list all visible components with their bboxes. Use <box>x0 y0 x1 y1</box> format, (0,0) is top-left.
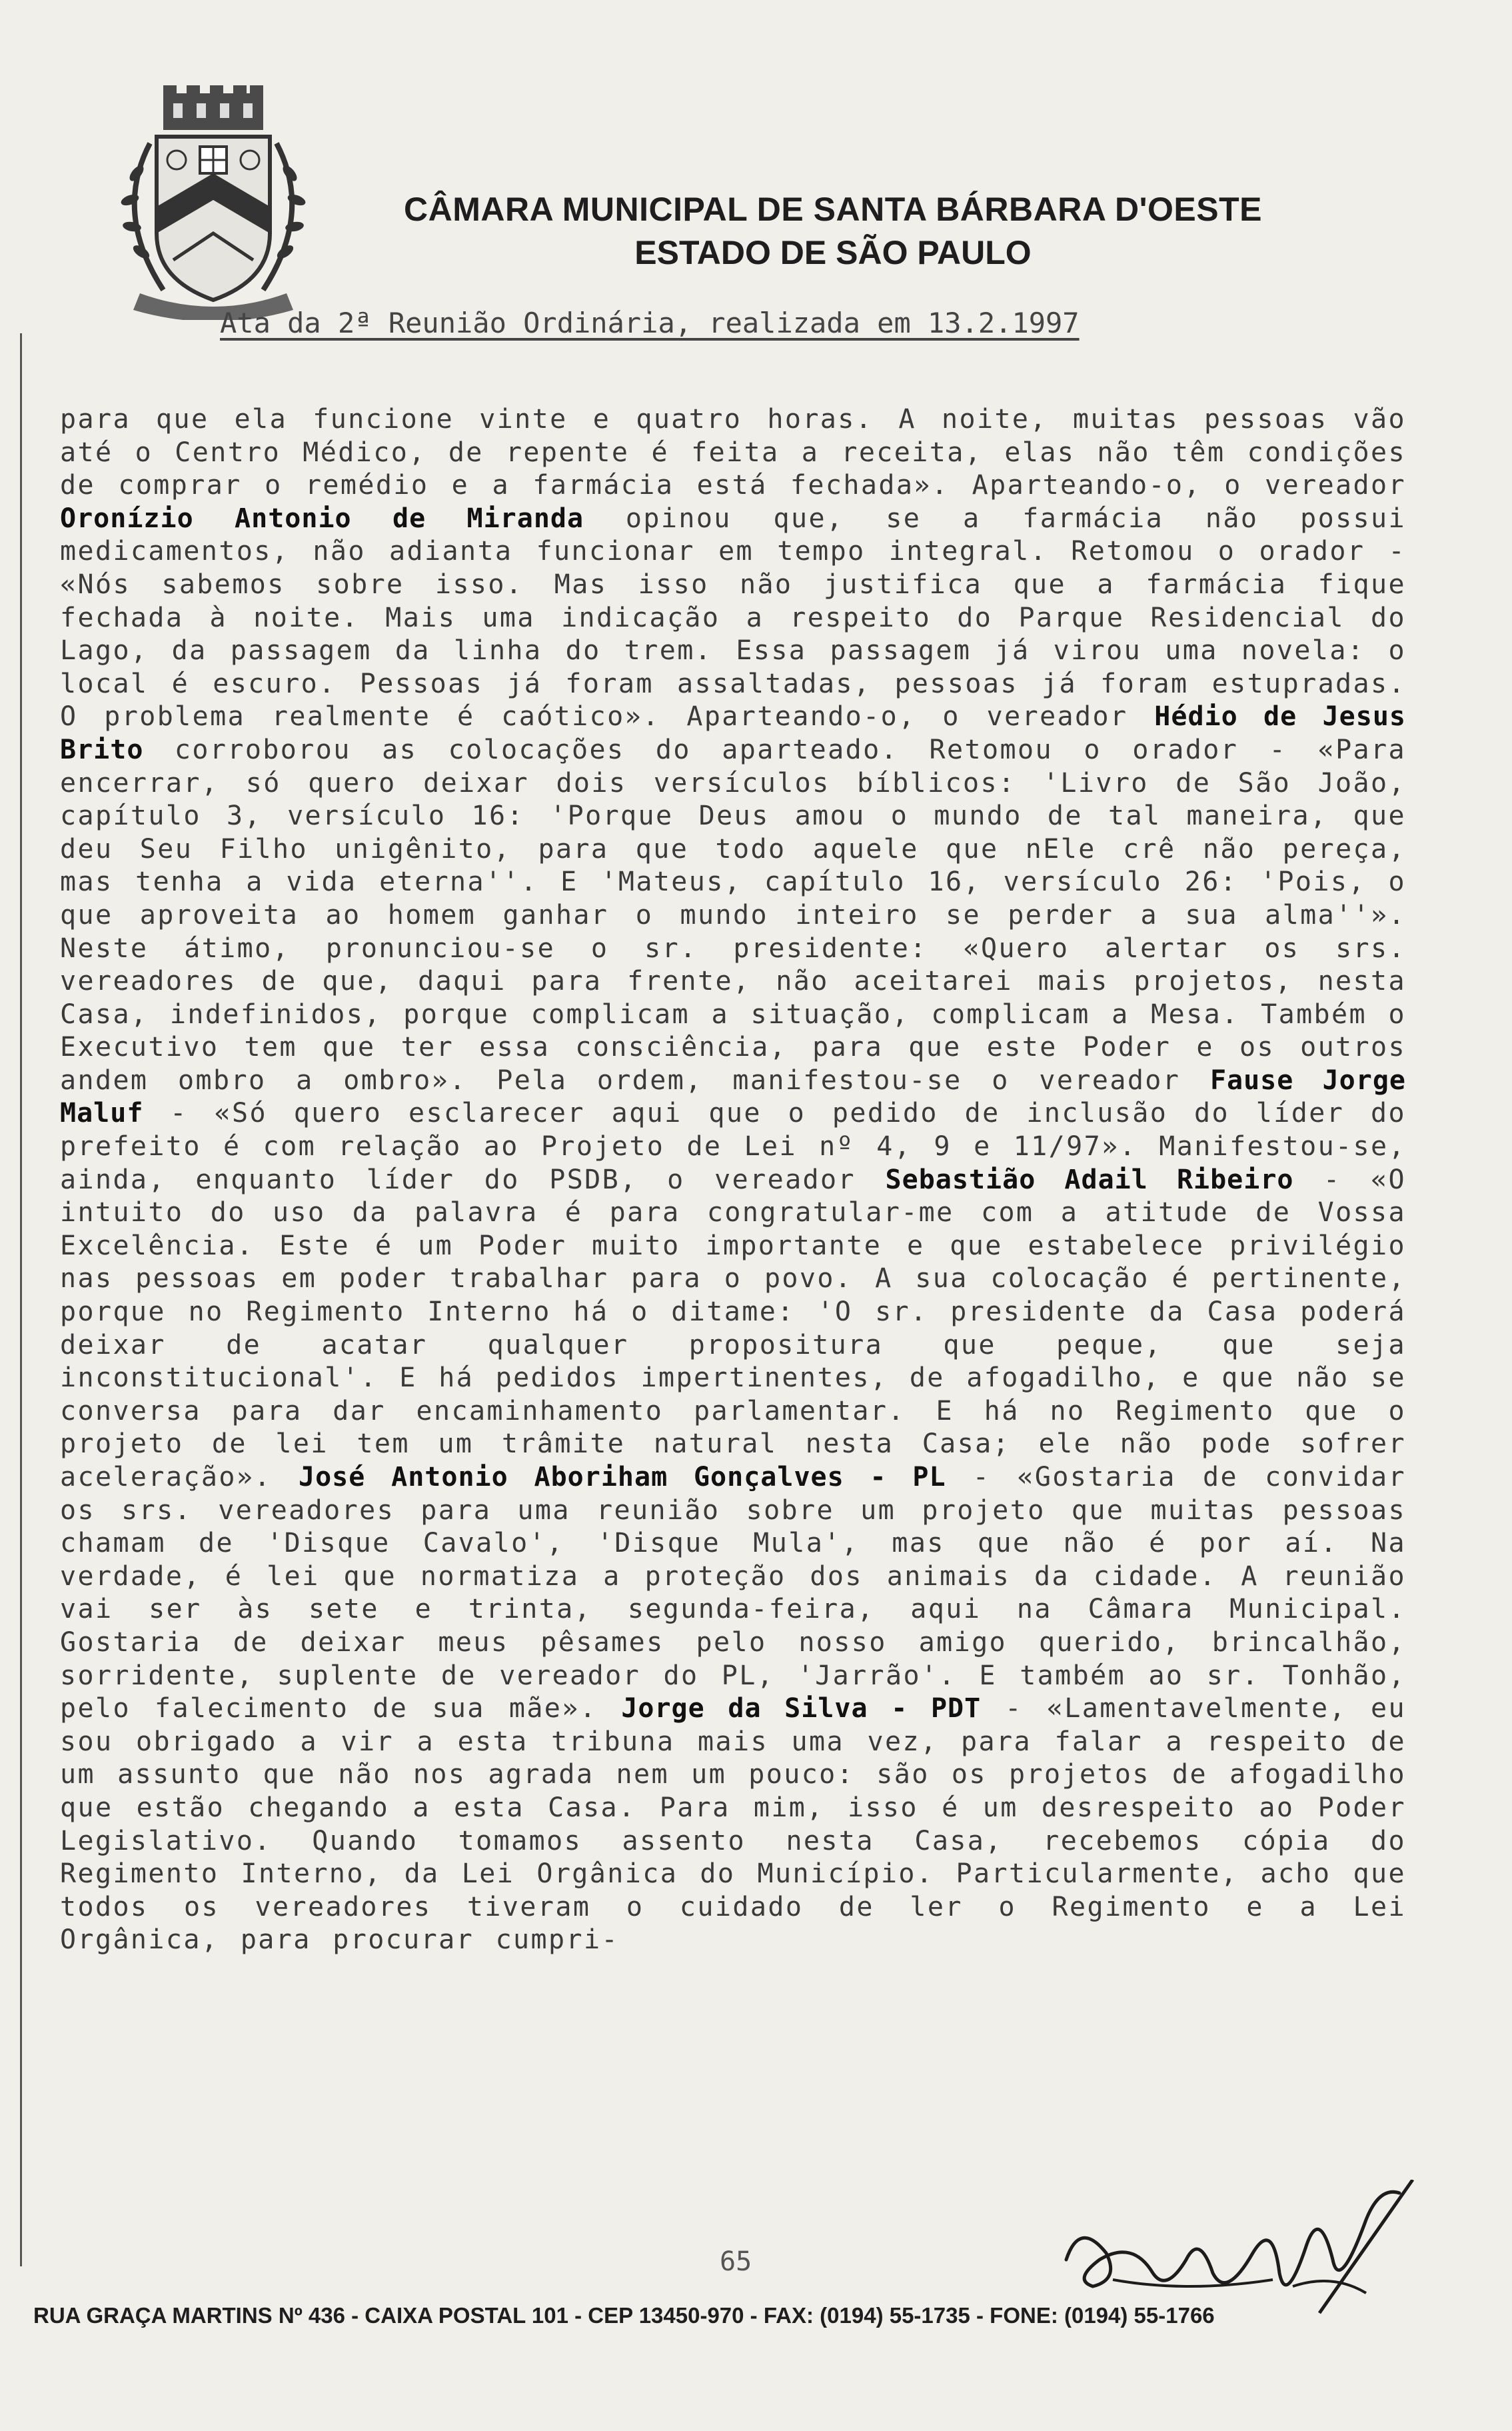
councilor-name: Oronízio Antonio de Miranda <box>60 503 584 534</box>
minutes-text: opinou que, se a farmácia não possui medicamentos, não adianta funcionar em tempo integral. Retomou o orador - «Nós sabemos sobre isso. Mas isso não justifica que a farmácia fique fechada à noite. Mais uma indicação a respeito do Parque Residencial do Lago, da passagem da linha do trem. Essa passagem já virou uma novela: o local é escuro. Pessoas já foram assaltadas, pessoas já foram estupradas. O problema realmente é caótico». Aparteando-o, o vereador <box>60 503 1407 733</box>
minutes-text: - «Gostaria de convidar os srs. vereadores para uma reunião sobre um projeto que muitas pessoas chamam de 'Disque Cavalo', 'Disque Mula', mas que não é por aí. Na verdade, é lei que normatiza a proteção dos animais da cidade. A reunião vai ser às sete e trinta, segunda-feira, aqui na Câmara Municipal. Gostaria de deixar meus pêsames pelo nosso amigo querido, brincalhão, sorridente, suplente de vereador do PL, 'Jarrão'. E também ao sr. Tonhão, pelo falecimento de sua mãe». <box>60 1462 1406 1724</box>
minutes-title: Ata da 2ª Reunião Ordinária, realizada em 13.2.1997 <box>220 307 1080 339</box>
footer-address: RUA GRAÇA MARTINS Nº 436 - CAIXA POSTAL 101 - CEP 13450-970 - FAX: (0194) 55-1735 - FONE: (0194) 55-1766 <box>33 2303 1215 2328</box>
page-number: 65 <box>720 2246 752 2277</box>
minutes-text: para que ela funcione vinte e quatro horas. A noite, muitas pessoas vão até o Centro Médico, de repente é feita a receita, elas não têm condições de comprar o remédio e a farmácia está fechada». Aparteando-o, o vereador <box>60 404 1406 501</box>
councilor-name: Fause Jorge Maluf <box>60 1065 1407 1129</box>
municipal-coat-of-arms-icon <box>100 80 327 320</box>
minutes-text: corroborou as colocações do aparteado. Retomou o orador - «Para encerrar, só quero deixar dois versículos bíblicos: 'Livro de São João, capítulo 3, versículo 16: 'Porque Deus amou o mundo de tal maneira, que deu Seu Filho unigênito, para que todo aquele que nEle crê não pereça, mas tenha a vida eterna''. E 'Mateus, capítulo 16, versículo 26: 'Pois, o que aproveita ao homem ganhar o mundo inteiro se perder a sua alma''». Neste átimo, pronunciou-se o sr. presidente: «Quero alertar os srs. vereadores de que, daqui para frente, não aceitarei mais projetos, nesta Casa, indefinidos, porque complicam a situação, complicam a Mesa. Também o Executivo tem que ter essa consciência, para que este Poder e os outros andem ombro a ombro». Pela ordem, manifestou-se o vereador <box>60 734 1407 1096</box>
chamber-name: CÂMARA MUNICIPAL DE SANTA BÁRBARA D'OESTE <box>404 191 1262 228</box>
minutes-body <box>60 403 1406 1957</box>
councilor-name: José Antonio Aboriham Gonçalves - PL <box>299 1462 946 1492</box>
state-name: ESTADO DE SÃO PAULO <box>634 234 1032 271</box>
minutes-text: - «Só quero esclarecer aqui que o pedido de inclusão do líder do prefeito é com relação ao Projeto de Lei nº 4, 9 e 11/97». Manifestou-se, ainda, enquanto líder do PSDB, o vereador <box>60 1098 1406 1195</box>
councilor-name: Sebastião Adail Ribeiro <box>885 1164 1294 1195</box>
minutes-text: - «O intuito do uso da palavra é para congratular-me com a atitude de Vossa Excelência. Este é um Poder muito importante e que estabelece privilégio nas pessoas em poder trabalhar para o povo. A sua colocação é pertinente, porque no Regimento Interno há o ditame: 'O sr. presidente da Casa poderá deixar de acatar qualquer propositura que peque, que seja inconstitucional'. E há pedidos impertinentes, de afogadilho, e que não se conversa para dar encaminhamento parlamentar. E há no Regimento que o projeto de lei tem um trâmite natural nesta Casa; ele não pode sofrer aceleração». <box>60 1164 1407 1492</box>
councilor-name: Jorge da Silva - PDT <box>621 1693 982 1724</box>
councilor-name: Hédio de Jesus Brito <box>60 701 1407 765</box>
minutes-text: - «Lamentavelmente, eu sou obrigado a vir a esta tribuna mais uma vez, para falar a respeito de um assunto que não nos agrada nem um pouco: são os projetos de afogadilho que estão chegando a esta Casa. Para mim, isso é um desrespeito ao Poder Legislativo. Quando tomamos assento nesta Casa, recebemos cópia do Regimento Interno, da Lei Orgânica do Município. Particularmente, acho que todos os vereadores tiveram o cuidado de ler o Regimento e a Lei Orgânica, para procurar cumpri- <box>60 1693 1407 1956</box>
left-margin-rule <box>20 333 22 2266</box>
